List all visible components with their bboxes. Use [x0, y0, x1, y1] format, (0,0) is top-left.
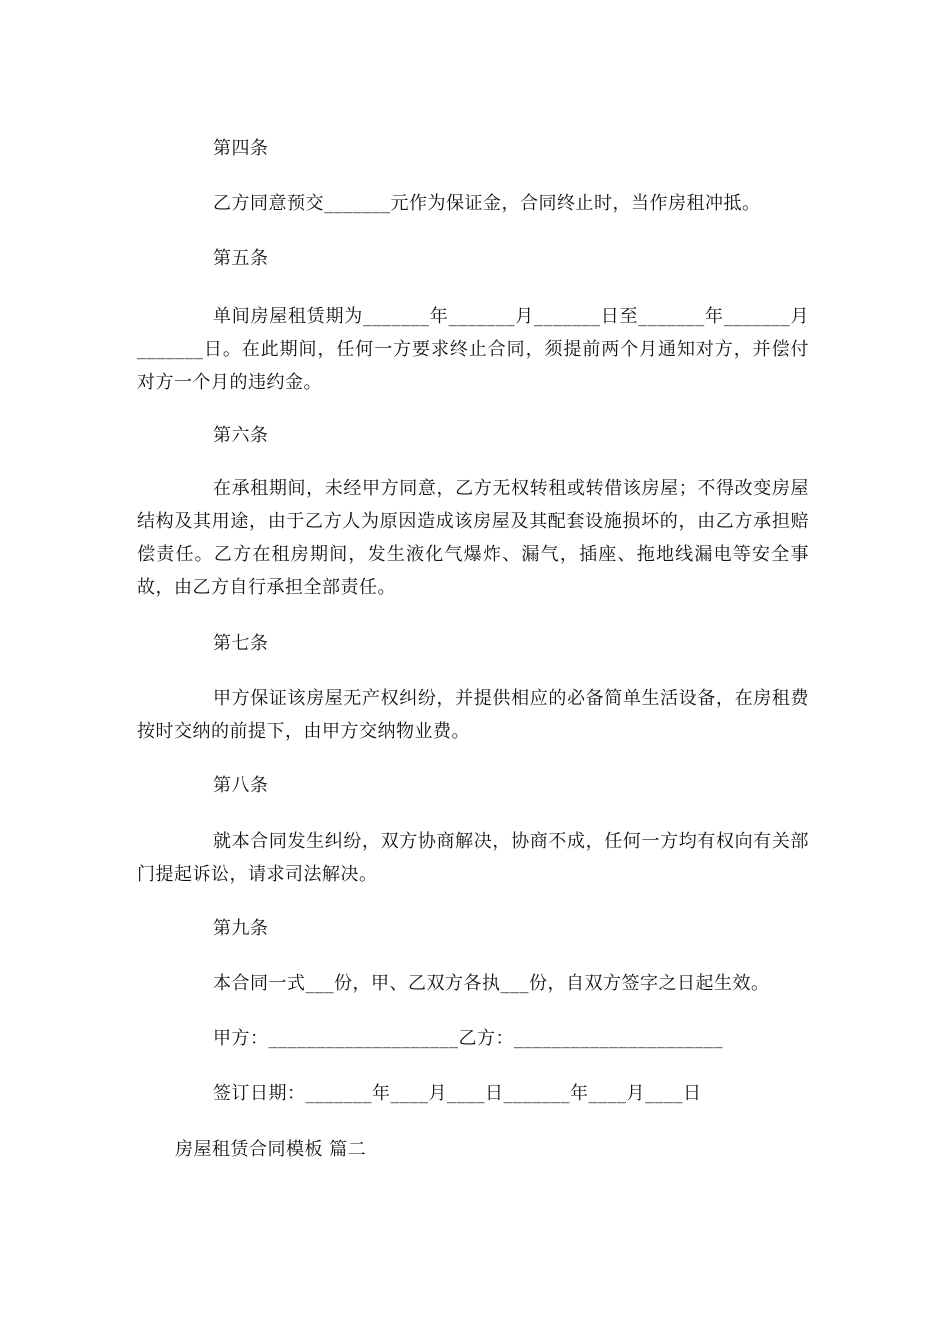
article-8-heading: 第八条 [213, 775, 269, 796]
article-6-heading: 第六条 [213, 425, 269, 446]
article-6-body: 在承租期间，未经甲方同意，乙方无权转租或转借该房屋；不得改变房屋结构及其用途，由于乙方人为原因造成该房屋及其配套设施损坏的，由乙方承担赔偿责任。乙方在租房期间，发生液化气爆炸、漏气，插座、拖地线漏电等安全事故，由乙方自行承担全部责任。 [137, 478, 809, 598]
article-5-heading: 第五条 [213, 248, 269, 269]
article-9-body: 本合同一式___份，甲、乙双方各执___份，自双方签字之日起生效。 [213, 973, 770, 994]
article-5-body: 单间房屋租赁期为_______年_______月_______日至_______年_______月_______日。在此期间，任何一方要求终止合同，须提前两个月通知对方，并偿付对方一个月的违约金。 [137, 306, 809, 393]
signature-date-line: 签订日期：_______年____月____日_______年____月____日 [213, 1083, 702, 1104]
article-4-heading: 第四条 [213, 138, 269, 159]
signature-parties-line: 甲方：____________________乙方：______________________ [213, 1028, 723, 1049]
article-9-heading: 第九条 [213, 918, 269, 939]
article-8-body: 就本合同发生纠纷，双方协商解决，协商不成，任何一方均有权向有关部门提起诉讼，请求司法解决。 [137, 831, 809, 885]
next-section-title: 房屋租赁合同模板 篇二 [175, 1139, 367, 1160]
article-7-heading: 第七条 [213, 633, 269, 654]
article-7-body: 甲方保证该房屋无产权纠纷，并提供相应的必备简单生活设备，在房租费按时交纳的前提下，由甲方交纳物业费。 [137, 688, 809, 742]
article-4-body: 乙方同意预交_______元作为保证金，合同终止时，当作房租冲抵。 [213, 193, 761, 214]
